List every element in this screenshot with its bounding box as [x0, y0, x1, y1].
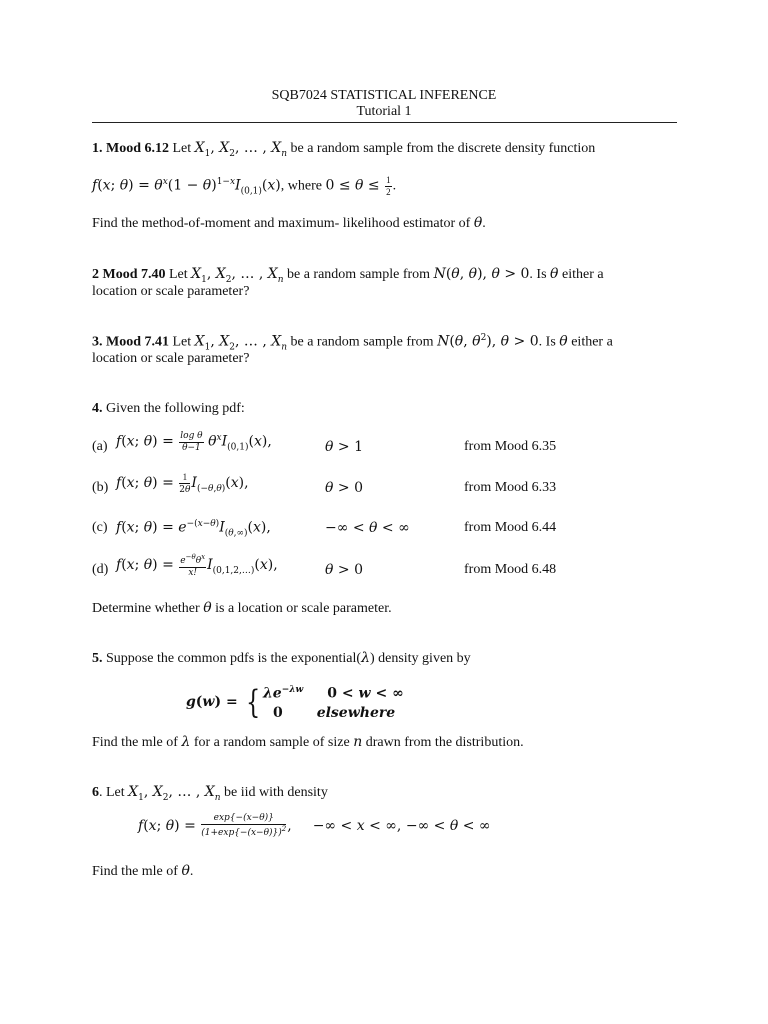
question-6-intro: 6. Let $X_1$, $X_2$, … , $X_n$ be iid with density [92, 784, 328, 803]
question-2-line1: 2 Mood 7.40 Let $X_1$, $X_2$, … , $X_n$ be a random sample from N(θ, θ), θ > 0. Is θ either a [92, 266, 604, 285]
question-6-label: 6 [92, 785, 99, 800]
question-4d-tag: (d) [92, 562, 109, 577]
question-2-label: 2 Mood 7.40 [92, 267, 166, 282]
question-6-find: Find the mle of θ. [92, 863, 194, 879]
question-3-line1: 3. Mood 7.41 Let $X_1$, $X_2$, … , $X_n$ be a random sample from N(θ, $\theta^2$), θ > 0. Is θ either a [92, 333, 613, 353]
question-3-line2: location or scale parameter? [92, 351, 250, 366]
question-1-find: Find the method-of-moment and maximum- likelihood estimator of θ. [92, 215, 486, 231]
question-4d-condition: θ > 0 [325, 562, 363, 578]
question-4-intro: 4. Given the following pdf: [92, 401, 245, 416]
document-subtitle: Tutorial 1 [356, 104, 412, 119]
question-5-else: elsewhere [316, 704, 396, 721]
question-4a-source: from Mood 6.35 [464, 439, 557, 454]
question-1-line1: 1. Mood 6.12 Let $X_1$, $X_2$, … , $X_n$ be a random sample from the discrete density function [92, 140, 596, 159]
question-5-intro: 5. Suppose the common pdfs is the exponential(λ) density given by [92, 650, 471, 666]
question-4a-formula: f(x; θ) = $\frac{\text{log θ}}{\theta-1}$ $\theta^xI_{(0,1)}(x)$, [116, 431, 272, 453]
question-4c-tag: (c) [92, 520, 108, 535]
question-5-formula: g(w) = { $\lambda e^{-\lambda w}$ 0 < w < ∞ 0 elsewhere [186, 682, 404, 721]
question-3-label: 3. Mood 7.41 [92, 334, 169, 350]
question-1-where: , where [280, 178, 322, 194]
document-title: SQB7024 STATISTICAL INFERENCE [271, 88, 497, 103]
question-4-determine: Determine whether θ is a location or scale parameter. [92, 600, 392, 616]
header-rule [92, 122, 677, 123]
question-1-formula: f(x; $\theta) = \theta^x(1 - \theta)^{1-x}I_{(0,1)}(x)$, where 0 ≤ θ ≤ $\frac{1}{2}$ . [92, 175, 397, 197]
question-4b-condition: θ > 0 [325, 480, 363, 496]
question-5-find: Find the mle of λ for a random sample of size n drawn from the distribution. [92, 734, 524, 750]
question-4c-source: from Mood 6.44 [464, 520, 557, 535]
question-4c-condition: −∞ < θ < ∞ [325, 520, 410, 536]
question-4c-formula: f(x; $\theta) = e^{-(x-\theta)}I_{(\theta,\infty)}(x)$, [116, 519, 271, 539]
question-2-line2: location or scale parameter? [92, 284, 250, 299]
question-1-let: Let [172, 141, 192, 156]
question-4-label: 4. [92, 401, 103, 416]
question-4b-source: from Mood 6.33 [464, 480, 557, 495]
question-4d-formula: f(x; θ) = $\frac{e^{-\theta}\theta^x}{x!}$ $I_{(0,1,2,\dots)}(x)$, [116, 553, 278, 578]
question-1-label: 1. Mood 6.12 [92, 141, 169, 156]
question-4a-condition: θ > 1 [325, 439, 363, 455]
question-4b-formula: f(x; θ) = $\frac{1}{2\theta}$ $I_{(-\theta,\theta)}(x)$, [116, 472, 249, 495]
question-4b-tag: (b) [92, 480, 109, 495]
question-4a-tag: (a) [92, 439, 108, 454]
question-6-formula: f(x; θ) = $\frac{\exp\{-(x-\theta)\}}{(1+\exp\{-(x-\theta)\})^2}$ , −∞ < x < ∞, −∞ < θ < ∞ [138, 813, 491, 838]
question-5-label: 5. [92, 651, 103, 666]
question-4d-source: from Mood 6.48 [464, 562, 557, 577]
question-1-text: be a random sample from the discrete density function [290, 141, 596, 156]
